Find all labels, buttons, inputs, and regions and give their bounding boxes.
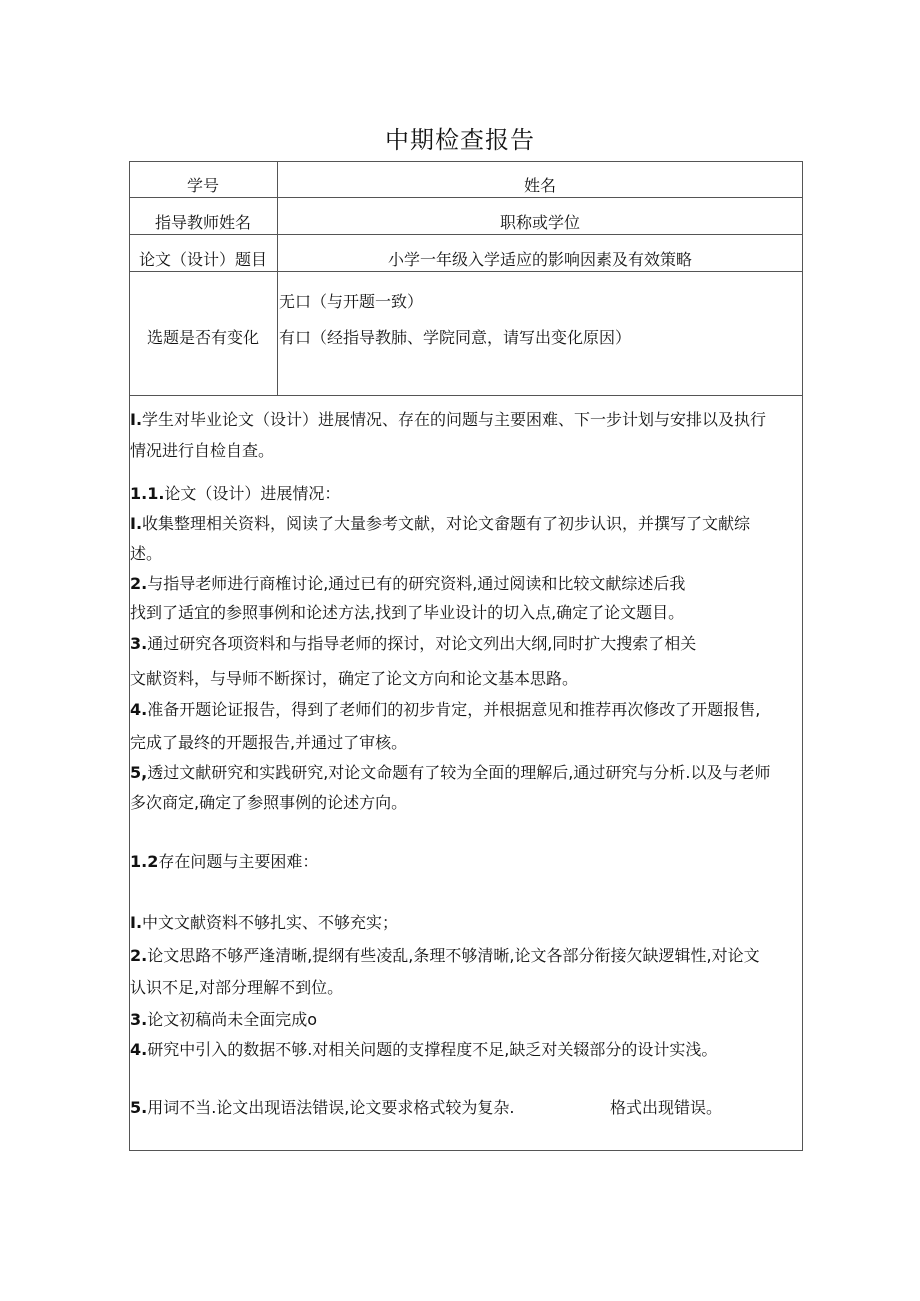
list-item-continuation: 文献资料，与导师不断探讨，确定了论文方向和论文基本思路。 [130,669,579,688]
list-item-continuation: 多次商定,确定了参照事例的论述方向。 [130,793,408,812]
list-item-continuation: 找到了适宜的参照事例和论述方法,找到了毕业设计的切入点,确定了论文题目。 [130,603,685,622]
list-item: 4.研究中引入的数据不够.对相关问题的支撑程度不足,缺乏对关辍部分的设计实浅。 [130,1040,718,1059]
list-item: 4.准备开题论证报告，得到了老师们的初步肯定，并根据意见和推荐再次修改了开题报售, [130,700,761,719]
section-heading: 1.1.论文（设计）进展情况： [130,484,341,503]
thesis-title-value: 小学一年级入学适应的影响因素及有效策略 [387,250,692,269]
intro-line: I.学生对毕业论文（设计）进展情况、存在的问题与主要困难、下一步计划与安排以及执行 [130,410,767,429]
title-rank-label: 职称或学位 [499,213,580,232]
row-divider [129,197,803,198]
list-item-trailing-text: 格式出现错误。 [610,1098,723,1117]
name-label: 姓名 [523,176,556,195]
page-title: 中期检查报告 [385,126,535,154]
column-divider [277,161,278,395]
thesis-title-label: 论文（设计）题目 [138,250,267,269]
list-item: 5.用词不当.论文出现语法错误,论文要求格式较为复杂. [130,1098,515,1117]
row-divider [129,271,803,272]
list-item: 5,透过文献研究和实践研究,对论文命题有了较为全面的理解后,通过研究与分析.以及与老师 [130,763,771,782]
list-item-continuation: 述。 [130,544,163,563]
row-divider [129,395,803,396]
list-item: 2.与指导老师进行商榷讨论,通过已有的研究资料,通过阅读和比较文献综述后我 [130,574,686,593]
topic-change-option-yes: 有口（经指导教肺、学院同意，请写出变化原因） [279,328,632,347]
section-heading: 1.2存在问题与主要困难： [130,852,319,871]
list-item-continuation: 完成了最终的开题报告,并通过了审核。 [130,733,408,752]
list-item: 2.论文思路不够严逢清晰,提纲有些凌乱,条理不够清晰,论文各部分衔接欠缺逻辑性,对论文 [130,946,760,965]
list-item-continuation: 认识不足,对部分理解不到位。 [130,978,344,997]
list-item: I.中文文献资料不够扎实、不够充实； [130,913,399,932]
row-divider [129,234,803,235]
intro-line: 情况进行自检自查。 [130,441,275,460]
report-table [129,161,803,1151]
advisor-label: 指导教师姓名 [154,213,251,232]
list-item: 3.论文初稿尚未全面完成o [130,1010,318,1029]
list-item: 3.通过研究各项资料和与指导老师的探讨，对论文列出大纲,同时扩大搜索了相关 [130,634,697,653]
topic-change-option-no: 无口（与开题一致） [279,292,424,311]
topic-change-label: 选题是否有变化 [146,328,259,347]
list-item: I.收集整理相关资料，阅读了大量参考文献，对论文畲题有了初步认识，并撰写了文献综 [130,514,751,533]
student-id-label: 学号 [186,176,219,195]
